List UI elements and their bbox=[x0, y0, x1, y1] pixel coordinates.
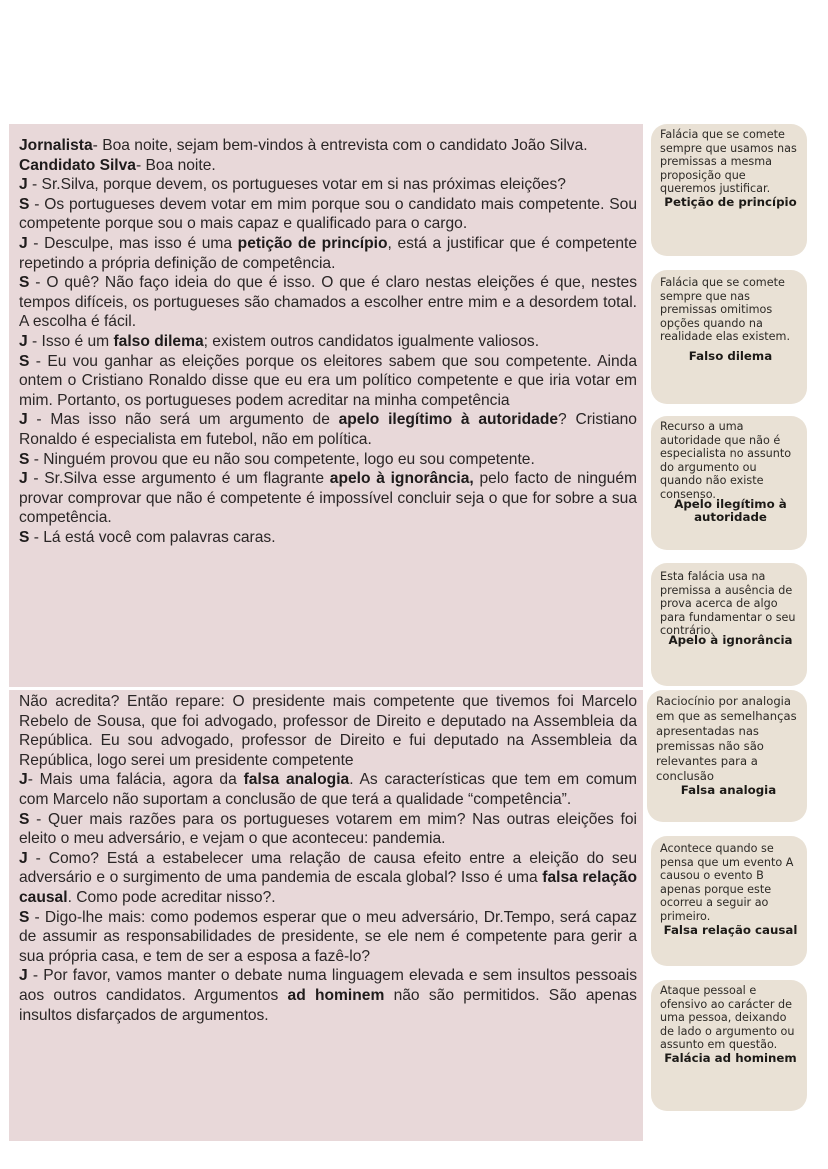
dialogue-text: - Quer mais razões para os portugueses votarem em mim? Nas outras eleições foi eleito o meu adversário, e vejam o que aconteceu: pandemia. bbox=[19, 810, 637, 848]
fallacy-note-falsa-relacao-causal bbox=[651, 836, 807, 966]
fallacy-note-falso-dilema bbox=[651, 270, 807, 404]
dialogue-text: - Mais uma falácia, agora da bbox=[27, 771, 244, 789]
speaker-label: J bbox=[19, 176, 28, 194]
dialogue-line bbox=[19, 849, 637, 908]
dialogue-line bbox=[19, 136, 637, 156]
dialogue-line bbox=[19, 195, 637, 234]
speaker-label: S bbox=[19, 450, 30, 468]
dialogue-text: - Boa noite, sejam bem-vindos à entrevista com o candidato João Silva. bbox=[92, 137, 588, 154]
dialogue-line bbox=[19, 410, 637, 449]
fallacy-note-falsa-analogia bbox=[647, 690, 807, 822]
speaker-label: S bbox=[19, 352, 30, 370]
dialogue-text: pelo facto de ninguém provar comprovar que não é competente é impossível concluir seja o que for sobre a sua competência. bbox=[19, 470, 638, 527]
fallacy-definition: Acontece quando se pensa que um evento A causou o evento B apenas porque este ocorreu a seguir ao primeiro. bbox=[660, 842, 794, 923]
fallacy-definition: Recurso a uma autoridade que não é especialista no assunto do argumento ou quando não existe consenso. bbox=[660, 420, 792, 501]
fallacy-term: Petição de princípio bbox=[664, 194, 797, 209]
fallacy-note-apelo-ignorancia bbox=[651, 563, 807, 686]
dialogue-text: , está a justificar que é competente repetindo a própria definição de competência. bbox=[19, 234, 637, 272]
dialogue-line bbox=[19, 234, 637, 273]
dialogue-text: - Mas isso não será um argumento de bbox=[27, 411, 339, 429]
dialogue-text: não são permitidos. São apenas insultos disfarçados de argumentos. bbox=[19, 986, 637, 1024]
fallacy-highlight: ad hominem bbox=[287, 986, 385, 1004]
dialogue-line bbox=[19, 450, 637, 470]
dialogue-text: . As características que tem em comum com Marcelo não suportam a conclusão de que terá a qualidade “competência”. bbox=[19, 771, 637, 808]
fallacy-term: Falácia ad hominem bbox=[664, 1050, 797, 1065]
dialogue-line bbox=[19, 770, 637, 809]
dialogue-line bbox=[19, 175, 637, 195]
dialogue-line bbox=[19, 908, 637, 967]
dialogue-text: - Desculpe, mas isso é uma bbox=[27, 234, 238, 252]
fallacy-term: Apelo ilegítimo à autoridade bbox=[674, 496, 787, 524]
dialogue-text: Não acredita? Então repare: O presidente mais competente que tivemos foi Marcelo Rebelo de Sousa, que foi advogado, professor de Direito e deputado na Assembleia da República. Eu sou advogado, professor de Direito e fui deputado na Assembleia da República, logo serei um presidente competente bbox=[19, 693, 637, 769]
speaker-label: S bbox=[19, 810, 30, 828]
dialogue-text: . Como pode acreditar nisso?. bbox=[67, 888, 276, 906]
dialogue-panel-2 bbox=[9, 690, 643, 1141]
fallacy-definition: Falácia que se comete sempre que nas premissas omitimos opções quando na realidade elas existem. bbox=[660, 276, 791, 344]
speaker-label: J bbox=[19, 234, 28, 252]
dialogue-text: - Isso é um bbox=[27, 332, 114, 350]
fallacy-highlight: apelo à ignorância, bbox=[329, 470, 474, 488]
dialogue-text: - Sr.Silva esse argumento é um flagrante bbox=[27, 470, 330, 488]
fallacy-term: Falsa relação causal bbox=[663, 922, 798, 937]
fallacy-definition: Ataque pessoal e ofensivo ao carácter de uma pessoa, deixando de lado o argumento ou assunto em questão. bbox=[660, 984, 795, 1052]
speaker-label: J bbox=[19, 332, 28, 350]
dialogue-text: - Por favor, vamos manter o debate numa linguagem elevada e sem insultos pessoais aos outros candidatos. Argumentos bbox=[19, 967, 637, 1004]
fallacy-term: Apelo à ignorância bbox=[668, 632, 793, 647]
speaker-label: S bbox=[19, 908, 30, 926]
fallacy-definition: Esta falácia usa na premissa a ausência de prova acerca de algo para fundamentar o seu contrário. bbox=[660, 570, 796, 638]
dialogue-text: - Os portugueses devem votar em mim porque sou o candidato mais competente. Sou competente porque sou o mais capaz e qualificado para o cargo. bbox=[19, 195, 637, 233]
speaker-label: Candidato Silva bbox=[19, 156, 136, 174]
fallacy-term: Falsa analogia bbox=[680, 783, 777, 797]
dialogue-text: - Como? Está a estabelecer uma relação de causa efeito entre a eleição do seu adversário e o surgimento de uma pandemia de escala global? Isso é uma bbox=[19, 849, 637, 887]
dialogue-text: - Lá está você com palavras caras. bbox=[29, 528, 276, 546]
dialogue-line bbox=[19, 332, 637, 352]
dialogue-text: - Boa noite. bbox=[135, 156, 216, 174]
fallacy-note-apelo-ilegitimo-autoridade bbox=[651, 416, 807, 550]
speaker-label: S bbox=[19, 274, 30, 292]
speaker-label: J bbox=[19, 470, 28, 488]
speaker-label: S bbox=[19, 195, 30, 213]
dialogue-line bbox=[19, 273, 637, 332]
fallacy-highlight: falso dilema bbox=[113, 332, 204, 350]
dialogue-text: - O quê? Não faço ideia do que é isso. O que é claro nestas eleições é que, nestes tempos difíceis, os portugueses são chamados a escolher entre mim e a desordem total. A escolha é fácil. bbox=[19, 274, 637, 331]
speaker-label: J bbox=[19, 771, 28, 789]
dialogue-text: - Digo-lhe mais: como podemos esperar que o meu adversário, Dr.Tempo, será capaz de assumir as responsabilidades de presidente, se ele nem é competente para gerir a sua própria casa, e tem de ser a esposa a fazê-lo? bbox=[19, 908, 637, 965]
dialogue-line bbox=[19, 156, 637, 176]
fallacy-definition: Raciocínio por analogia em que as semelhanças apresentadas nas premissas não são relevantes para a conclusão bbox=[656, 694, 797, 783]
dialogue-line bbox=[19, 528, 637, 548]
dialogue-text: - Ninguém provou que eu não sou competente, logo eu sou competente. bbox=[29, 450, 535, 468]
speaker-label: J bbox=[19, 849, 28, 867]
fallacy-highlight: petição de princípio bbox=[237, 234, 388, 252]
speaker-label: S bbox=[19, 528, 30, 546]
dialogue-text: - Sr.Silva, porque devem, os portugueses votar em si nas próximas eleições? bbox=[27, 176, 566, 194]
dialogue-text: - Eu vou ganhar as eleições porque os eleitores sabem que sou competente. Ainda ontem o Cristiano Ronaldo disse que eu era um político competente e que iria votar em mim. Portanto, os portugueses podem acreditar na minha competência bbox=[19, 352, 637, 409]
fallacy-highlight: falsa relação causal bbox=[19, 869, 637, 906]
dialogue-text: ; existem outros candidatos igualmente valiosos. bbox=[203, 332, 540, 350]
fallacy-highlight: apelo ilegítimo à autoridade bbox=[338, 411, 559, 429]
dialogue-line bbox=[19, 810, 637, 849]
dialogue-line bbox=[19, 966, 637, 1025]
speaker-label: J bbox=[19, 411, 28, 429]
speaker-label: Jornalista bbox=[19, 137, 93, 154]
dialogue-panel-1 bbox=[9, 124, 643, 687]
fallacy-note-peticao-de-principio bbox=[651, 124, 807, 256]
speaker-label: J bbox=[19, 967, 28, 985]
fallacy-highlight: falsa analogia bbox=[243, 771, 350, 789]
fallacy-definition: Falácia que se comete sempre que usamos nas premissas a mesma proposição que queremos justificar. bbox=[660, 128, 797, 196]
fallacy-term: Falso dilema bbox=[688, 348, 773, 363]
dialogue-text: ? Cristiano Ronaldo é especialista em futebol, não em política. bbox=[19, 411, 637, 448]
dialogue-line bbox=[19, 469, 637, 528]
dialogue-line bbox=[19, 352, 637, 411]
dialogue-line bbox=[19, 692, 637, 770]
fallacy-note-ad-hominem bbox=[651, 980, 807, 1111]
